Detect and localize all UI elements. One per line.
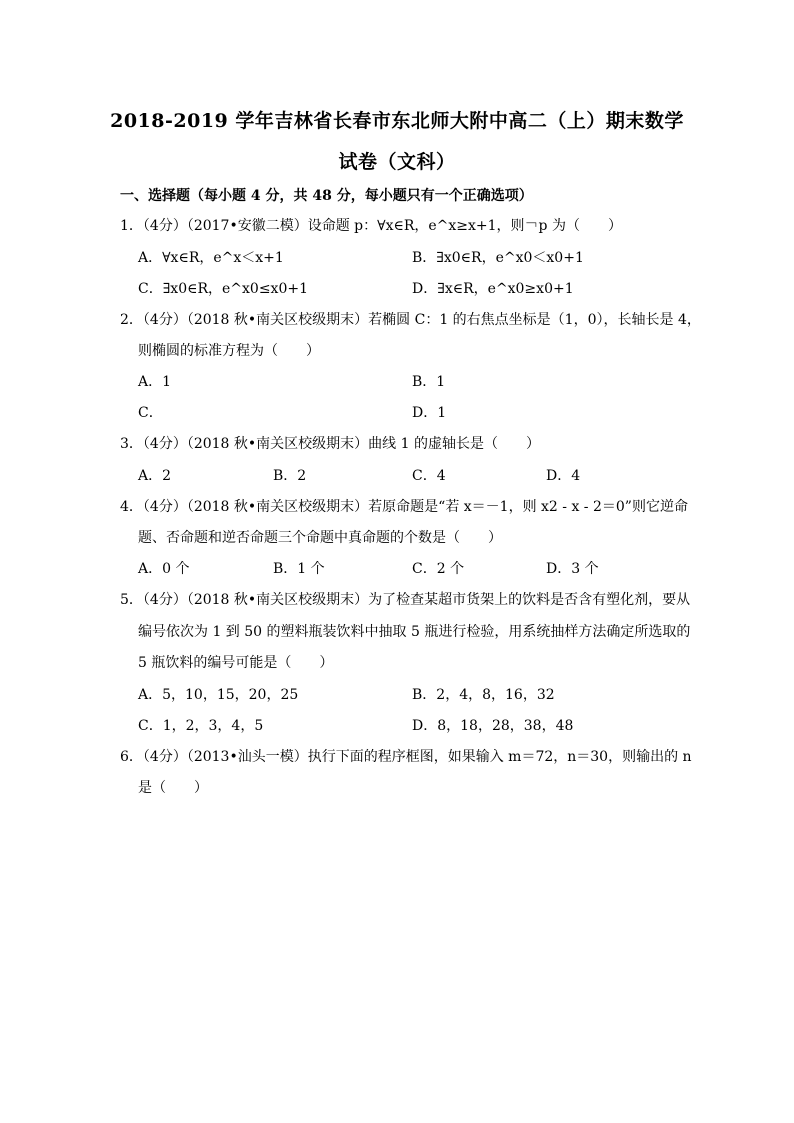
question-3-option-c: C．4	[412, 468, 446, 484]
question-2-option-b: B．1	[412, 374, 446, 390]
question-2-number: 2	[120, 312, 129, 328]
question-4-stem-line-1: ．（4分）（2018 秋•南关区校级期末）若原命题是“若 x＝－1，则 x2 - x - 2＝0”则它逆命	[128, 499, 688, 515]
question-2-option-a: A．1	[138, 374, 172, 390]
question-1-option-d: D．∃x∈R，e^x0≥x0+1	[412, 281, 574, 297]
question-3-stem	[120, 434, 540, 454]
question-5-stem-line-1: ．（4分）（2018 秋•南关区校级期末）为了检查某超市货架上的饮料是否含有塑化剂，要从	[128, 592, 691, 608]
question-3-option-d: D．4	[546, 468, 581, 484]
exam-title-line-2: 试卷（文科）	[338, 151, 456, 173]
question-5-stem-line-2: 编号依次为 1 到 50 的塑料瓶装饮料中抽取 5 瓶进行检验，用系统抽样方法确定所选取的	[138, 624, 691, 640]
exam-title-line-1: 2018-2019 学年吉林省长春市东北师大附中高二（上）期末数学	[110, 110, 684, 132]
question-6-stem-line-2: 是（ ）	[138, 780, 208, 796]
question-1-option-a: A．∀x∈R，e^x＜x+1	[138, 250, 284, 266]
question-4-number: 4	[120, 499, 129, 515]
question-2-stem-line-1: ．（4分）（2018 秋•南关区校级期末）若椭圆 C：1 的右焦点坐标是（1，0），长轴长是 4，	[128, 312, 701, 328]
question-4-stem-line-2: 题、否命题和逆否命题三个命题中真命题的个数是（ ）	[138, 530, 502, 546]
question-5-number: 5	[120, 592, 129, 608]
question-4-option-c: C．2 个	[412, 561, 465, 577]
question-3-option-b: B．2	[273, 468, 307, 484]
question-4-stem	[120, 497, 688, 517]
question-3-stem-line-1: ．（4分）（2018 秋•南关区校级期末）曲线 1 的虚轴长是（ ）	[128, 436, 540, 452]
question-1-stem	[120, 216, 622, 236]
question-6-number: 6	[120, 749, 129, 765]
question-4-option-d: D．3 个	[546, 561, 599, 577]
question-1-stem-line-1: ．（4分）（2017•安徽二模）设命题 p：∀x∈R，e^x≥x+1，则￢p 为（ ）	[128, 218, 622, 234]
question-3-number: 3	[120, 436, 129, 452]
question-2-stem	[120, 310, 701, 330]
section-heading: 一、选择题（每小题 4 分，共 48 分，每小题只有一个正确选项）	[120, 188, 533, 204]
question-1-number: 1	[120, 218, 129, 234]
question-4-option-a: A．0 个	[138, 561, 190, 577]
question-1-option-b: B．∃x0∈R，e^x0＜x0+1	[412, 250, 584, 266]
question-5-option-d: D．8，18，28，38，48	[412, 718, 574, 734]
question-5-option-a: A．5，10，15，20，25	[138, 687, 299, 703]
question-6-stem-line-1: ．（4分）（2013•汕头一模）执行下面的程序框图，如果输入 m＝72，n＝30，则输出的 n	[128, 749, 692, 765]
question-3-option-a: A．2	[138, 468, 172, 484]
question-2-stem-line-2: 则椭圆的标准方程为（ ）	[138, 343, 320, 359]
question-6-stem	[120, 747, 692, 767]
question-5-stem-line-3: 5 瓶饮料的编号可能是（ ）	[138, 655, 334, 671]
question-4-option-b: B．1 个	[273, 561, 325, 577]
question-2-option-c: C．	[138, 405, 163, 421]
question-1-option-c: C．∃x0∈R，e^x0≤x0+1	[138, 281, 309, 297]
question-5-option-c: C．1，2，3，4，5	[138, 718, 264, 734]
question-5-option-b: B．2，4，8，16，32	[412, 687, 555, 703]
question-2-option-d: D．1	[412, 405, 447, 421]
question-5-stem	[120, 590, 690, 610]
